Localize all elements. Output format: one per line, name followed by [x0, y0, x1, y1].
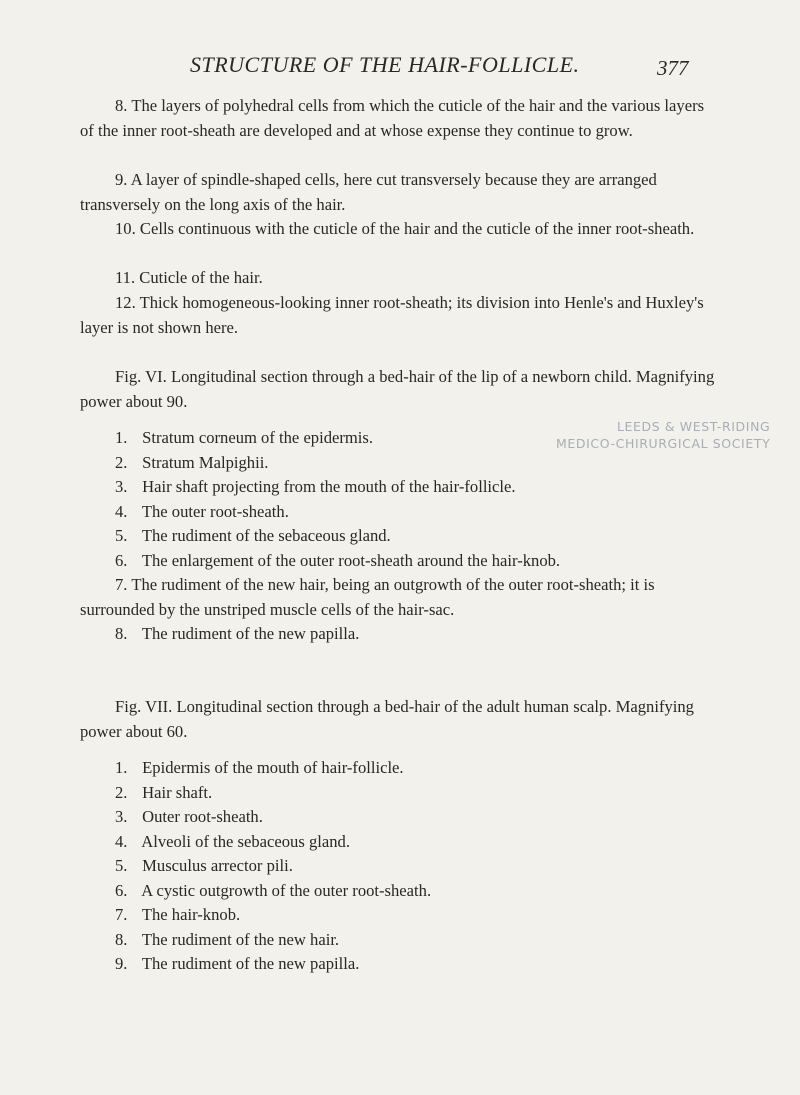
legend-item: 3. Outer root-sheath.: [115, 807, 263, 826]
legend-item: 12. Thick homogeneous-looking inner root-sheath; its division into Henle's and Huxley's layer is not shown here.: [80, 293, 704, 337]
legend-item: 2. Hair shaft.: [115, 782, 213, 802]
legend-item: 6. A cystic outgrowth of the outer root-sheath.: [115, 880, 432, 900]
figure-vii-legend: [80, 695, 720, 977]
figure-caption: Fig. VII. Longitudinal section through a bed-hair of the adult human scalp. Magnifying power about 60.: [80, 697, 694, 741]
legend-item: 11. Cuticle of the hair.: [115, 268, 263, 287]
legend-item: 7. The hair-knob.: [115, 905, 241, 924]
legend-item: 3. Hair shaft projecting from the mouth of the hair-follicle.: [115, 477, 516, 496]
legend-item: 6. The enlargement of the outer root-sheath around the hair-knob.: [115, 550, 561, 570]
running-title: STRUCTURE OF THE HAIR-FOLLICLE.: [190, 52, 580, 77]
legend-item: 5. The rudiment of the sebaceous gland.: [115, 526, 391, 545]
page-header: [0, 52, 800, 82]
legend-item: 9. A layer of spindle-shaped cells, here cut transversely because they are arranged transversely on the long axis of the hair.: [80, 170, 657, 214]
legend-item: 1. Stratum corneum of the epidermis.: [115, 428, 374, 447]
legend-item: 7. The rudiment of the new hair, being an outgrowth of the outer root-sheath; it is surrounded by the unstriped muscle cells of the hair-sac.: [80, 575, 655, 619]
legend-item: 4. Alveoli of the sebaceous gland.: [115, 831, 350, 851]
legend-item: 9. The rudiment of the new papilla.: [115, 954, 360, 973]
figure-caption: Fig. VI. Longitudinal section through a bed-hair of the lip of a newborn child. Magnifying power about 90.: [80, 367, 715, 411]
legend-item: 2. Stratum Malpighii.: [115, 452, 269, 472]
page-number: 377: [657, 56, 689, 80]
figure-vi-legend: [80, 365, 720, 647]
legend-item: 10. Cells continuous with the cuticle of the hair and the cuticle of the inner root-sheath.: [115, 219, 695, 238]
legend-item: 8. The rudiment of the new papilla.: [115, 624, 360, 643]
legend-item: 5. Musculus arrector pili.: [115, 856, 293, 875]
legend-item: 8. The rudiment of the new hair.: [115, 929, 340, 949]
legend-item: 8. The layers of polyhedral cells from which the cuticle of the hair and the various layers of the inner root-sheath are developed and at whose expense they continue to grow.: [80, 96, 705, 140]
legend-item: 1. Epidermis of the mouth of hair-follicle.: [115, 758, 404, 777]
legend-item: 4. The outer root-sheath.: [115, 501, 289, 521]
library-stamp: LEEDS & WEST-RIDING MEDICO-CHIRURGICAL SOCIETY: [556, 419, 771, 451]
